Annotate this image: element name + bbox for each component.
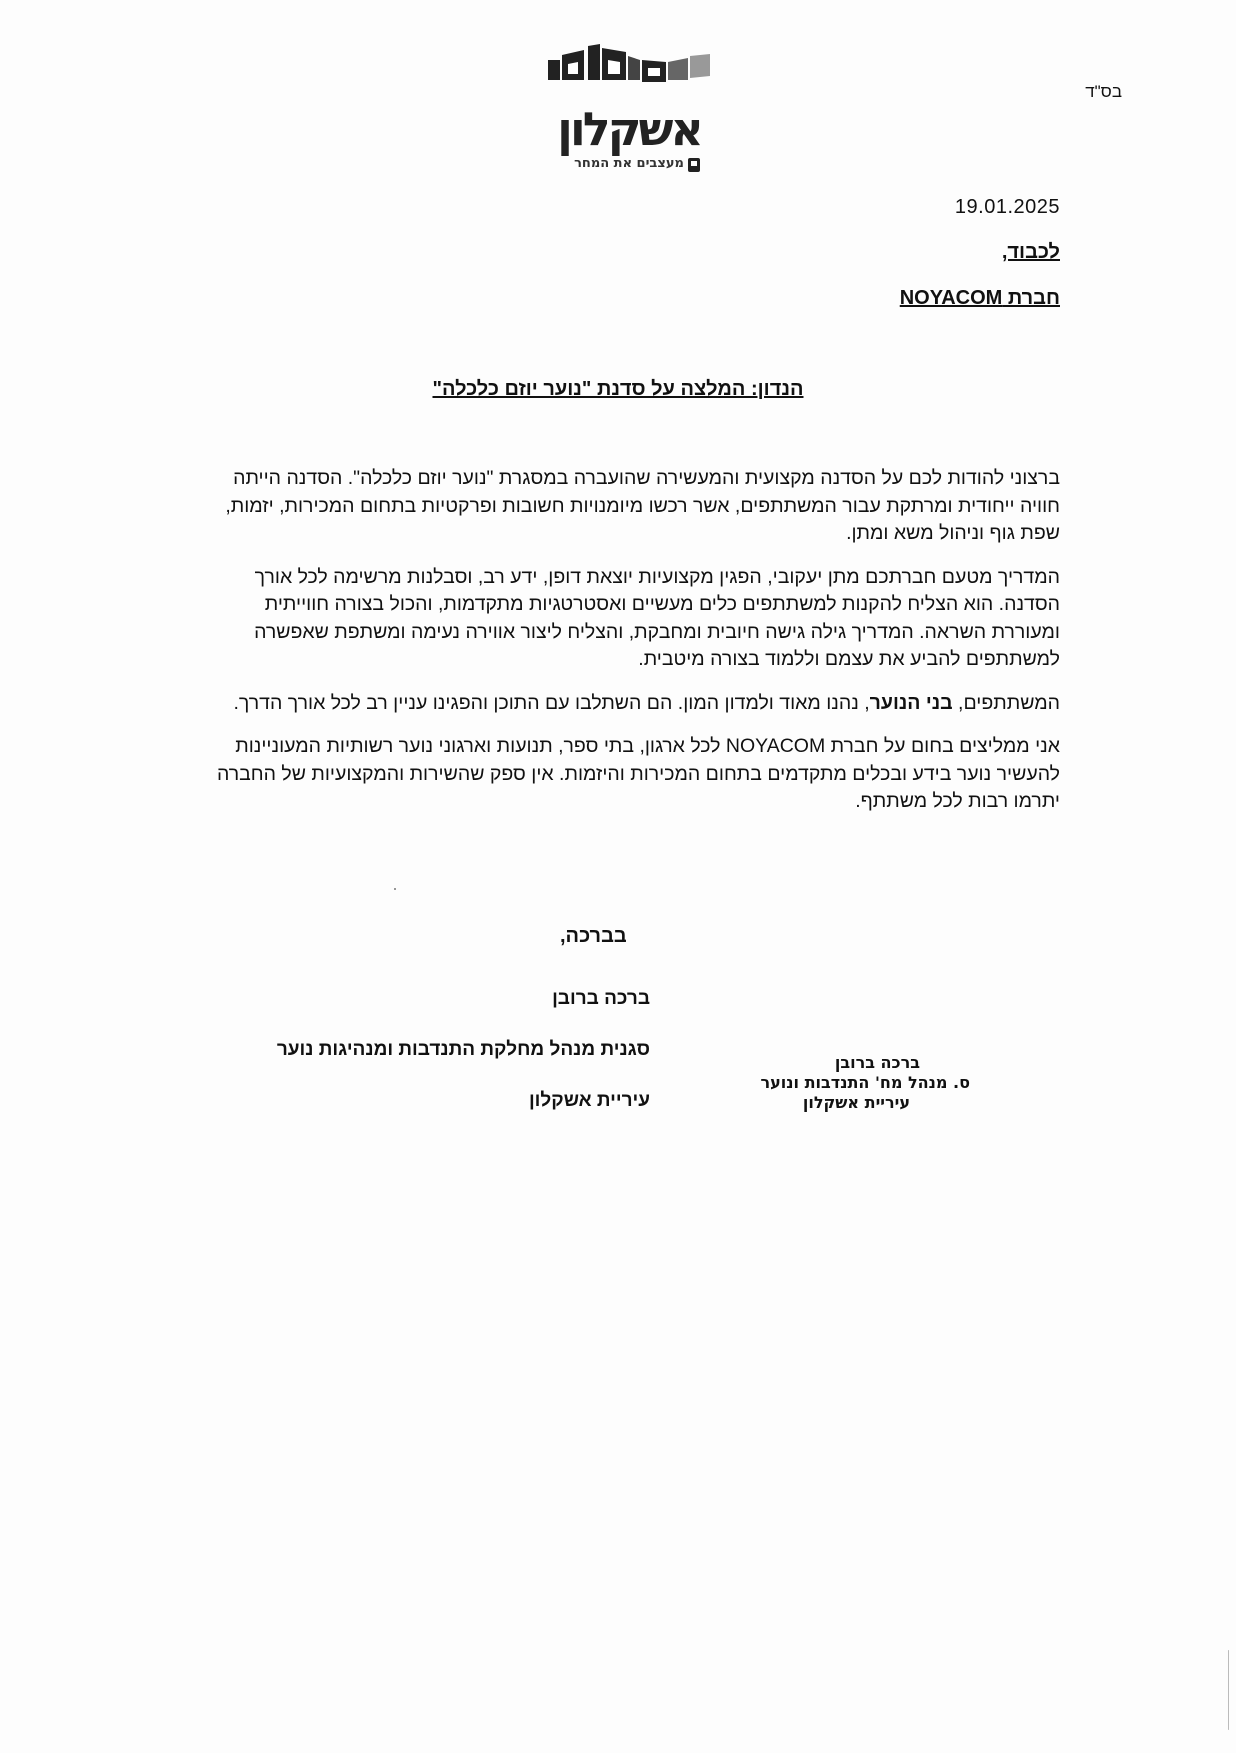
signer-name: ברכה ברובן (552, 988, 650, 1009)
logo-tagline: מעצבים את המחר (574, 156, 684, 171)
bsd-header: בס"ד (1085, 82, 1122, 101)
letter-body (208, 465, 1060, 832)
body-paragraph-2: המדריך מטעם חברתכם מתן יעקובי, הפגין מקצועיות יוצאת דופן, ידע רב, וסבלנות מרשימה לכל אורך הסדנה. הוא הצליח להקנות למשתתפים כלים מעשיים ואסטרטגיות מתקדמות, והכול בצורה חווייתית ומעוררת השראה. המדריך גילה גישה חיובית ומחבקת, והצליח ליצור אווירה נעימה ומשתפת שאפשרה למשתתפים להביע את עצמם וללמוד בצורה מיטבית. (254, 565, 1060, 670)
signer-title: סגנית מנהל מחלקת התנדבות ומנהיגות נוער (276, 1039, 650, 1060)
letter-subject: הנדון: המלצה על סדנת "נוער יוזם כלכלה" (432, 378, 804, 400)
scan-speck (394, 888, 396, 890)
body-paragraph-3 (208, 690, 1060, 718)
paragraph-3-start: המשתתפים, (952, 691, 1060, 714)
stamp-title: ס. מנהל מח' התנדבות ונוער (760, 1073, 970, 1092)
body-paragraph-4: אני ממליצים בחום על חברת NOYACOM לכל ארגון, בתי ספר, תנועות וארגוני נוער רשותיות המעוניינות להעשיר נוער בידע ובכלים מתקדמים בתחום המכירות והיזמות. אין ספק שהשירות והמקצועיות של החברה יתרמו רבות לכל משתתף. (216, 735, 1060, 812)
recipient-salutation: לכבוד, (1001, 241, 1060, 263)
stamp-name: ברכה ברובן (834, 1053, 920, 1072)
closing: בברכה, (560, 925, 627, 947)
letter-date: 19.01.2025 (954, 196, 1060, 218)
signature-block (180, 973, 650, 1126)
recipient-company: חברת NOYACOM (899, 287, 1060, 309)
scan-edge-line (1228, 1650, 1229, 1730)
official-stamp (700, 1053, 970, 1113)
logo-wordmark: אשקלון (557, 102, 701, 156)
body-paragraph-1: ברצוני להודות לכם על הסדנה מקצועית והמעשירה שהועברה במסגרת "נוער יוזם כלכלה". הסדנה הייתה חוויה ייחודית ומרתקת עבור המשתתפים, אשר רכשו מיומנויות חשובות ופרקטיות בתחום המכירות, יזמות, שפת גוף וניהול משא ומתן. (225, 467, 1060, 544)
signer-org: עיריית אשקלון (528, 1090, 650, 1111)
paragraph-3-bold: בני הנוער (869, 691, 953, 714)
stamp-org: עיריית אשקלון (802, 1093, 910, 1112)
paragraph-3-end: , נהנו מאוד ולמדון המון. הם השתלבו עם התוכן והפגינו עניין רב לכל אורך הדרך. (233, 691, 870, 714)
